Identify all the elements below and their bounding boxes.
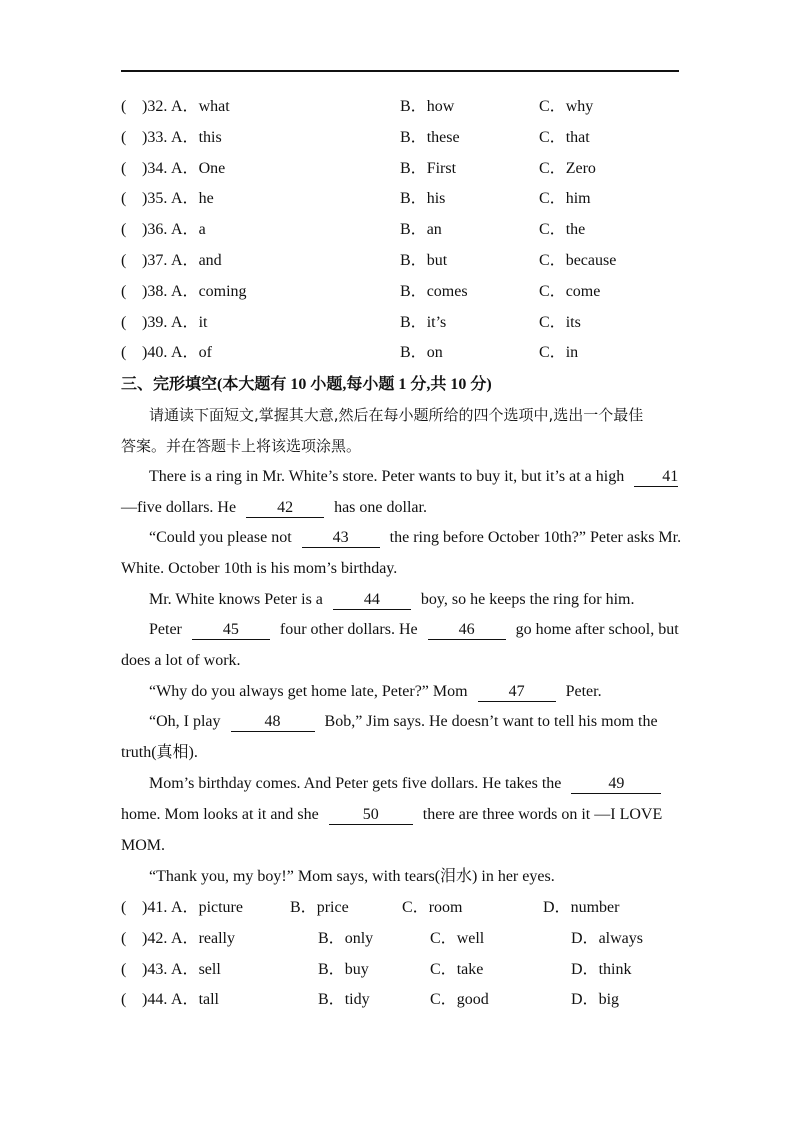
blank-48[interactable]: 48 xyxy=(231,713,315,732)
passage-text: boy, so he keeps the ring for him. xyxy=(420,591,635,608)
option-c-text: why xyxy=(565,98,594,115)
option-a-text: what xyxy=(198,98,230,115)
option-c[interactable]: C．that xyxy=(539,128,590,146)
question-number-text: 39 xyxy=(147,313,164,331)
passage-line: does a lot of work. xyxy=(121,652,241,669)
option-b-text: price xyxy=(316,899,349,916)
option-b[interactable]: B．price xyxy=(290,899,349,916)
option-c[interactable]: C．well xyxy=(430,929,485,947)
option-c-text: its xyxy=(565,313,581,331)
answer-bracket[interactable]: ( xyxy=(121,282,143,300)
passage-text: Peter xyxy=(149,621,182,638)
passage-text: go home after school, but xyxy=(515,621,679,638)
option-b-text: on xyxy=(426,344,443,362)
option-a-text: sell xyxy=(198,960,221,978)
passage-text: there are three words on it —I LOVE xyxy=(422,806,663,823)
option-b[interactable]: B．buy xyxy=(318,960,369,978)
option-a-text: this xyxy=(198,128,222,146)
option-b-text: but xyxy=(426,252,448,269)
option-d[interactable]: D．think xyxy=(571,960,632,978)
option-d-text: think xyxy=(598,960,632,978)
passage-line xyxy=(149,619,679,641)
option-a-text: it xyxy=(198,313,208,331)
question-number: )41. xyxy=(142,899,168,916)
passage-line xyxy=(149,527,682,549)
passage-text: “Oh, I play xyxy=(149,713,221,730)
option-c-text: the xyxy=(565,221,586,239)
option-c[interactable]: C．in xyxy=(539,344,579,362)
passage-text: Bob,” Jim says. He doesn’t want to tell his mom the xyxy=(324,713,658,730)
option-b-text: First xyxy=(426,159,457,177)
option-a[interactable]: A．he xyxy=(171,190,214,208)
option-d[interactable]: D．big xyxy=(571,991,620,1009)
option-b[interactable]: B．on xyxy=(400,344,443,362)
option-b[interactable]: B．First xyxy=(400,159,457,177)
answer-bracket[interactable]: ( xyxy=(121,929,143,947)
question-number-text: 43 xyxy=(147,960,164,978)
question-number: )38. xyxy=(142,282,168,300)
question-number: )34. xyxy=(142,159,168,177)
option-b-text: comes xyxy=(426,282,468,300)
option-a[interactable]: A．really xyxy=(171,929,235,947)
option-b-text: how xyxy=(426,98,455,115)
option-b-text: tidy xyxy=(344,991,370,1009)
question-number: )35. xyxy=(142,190,168,208)
passage-text: home. Mom looks at it and she xyxy=(121,806,319,823)
option-c[interactable]: C．come xyxy=(539,282,601,300)
option-b[interactable]: B．only xyxy=(318,929,374,947)
option-c[interactable]: C．room xyxy=(402,899,463,916)
passage-line: “Thank you, my boy!” Mom says, with tears(泪水) in her eyes. xyxy=(149,868,555,885)
passage-text: the ring before October 10th?” Peter asks Mr. xyxy=(389,529,682,546)
passage-text: has one dollar. xyxy=(334,499,427,516)
passage-line: White. October 10th is his mom’s birthday. xyxy=(121,560,398,577)
passage-text: four other dollars. He xyxy=(279,621,418,638)
option-b-text: it’s xyxy=(426,313,447,331)
instruction-line-2: 答案。并在答题卡上将该选项涂黑。 xyxy=(121,437,362,455)
answer-bracket[interactable]: ( xyxy=(121,313,143,331)
option-b-text: an xyxy=(426,221,442,239)
option-b[interactable]: B．tidy xyxy=(318,991,370,1009)
question-number-text: 32 xyxy=(147,98,164,115)
question-number-text: 36 xyxy=(147,221,164,239)
option-a[interactable]: A．tall xyxy=(171,991,219,1009)
blank-50[interactable]: 50 xyxy=(329,806,413,825)
option-a[interactable]: A．and xyxy=(171,252,222,269)
answer-bracket[interactable]: ( xyxy=(121,98,143,115)
passage-line xyxy=(149,466,679,488)
passage-line xyxy=(149,589,679,611)
option-a-text: he xyxy=(198,190,214,208)
question-number-text: 42 xyxy=(147,929,164,947)
option-d-text: number xyxy=(570,899,620,916)
question-number: )37. xyxy=(142,252,168,269)
question-number: )43. xyxy=(142,960,168,978)
option-a-text: One xyxy=(198,159,226,177)
option-c[interactable]: C．the xyxy=(539,221,586,239)
option-b[interactable]: B．comes xyxy=(400,282,468,300)
option-b[interactable]: B．it’s xyxy=(400,313,447,331)
option-b[interactable]: B．his xyxy=(400,190,446,208)
option-c-text: well xyxy=(456,929,485,947)
question-number: )36. xyxy=(142,221,168,239)
blank-41[interactable]: 41 xyxy=(634,468,678,487)
option-a-text: picture xyxy=(198,899,243,916)
option-a[interactable]: A．what xyxy=(171,98,230,115)
answer-bracket[interactable]: ( xyxy=(121,159,143,177)
passage-text: “Could you please not xyxy=(149,529,292,546)
option-c-text: come xyxy=(565,282,601,300)
option-b-text: his xyxy=(426,190,446,208)
answer-bracket[interactable]: ( xyxy=(121,190,143,208)
option-b-text: buy xyxy=(344,960,369,978)
question-number-text: 35 xyxy=(147,190,164,208)
option-c-text: take xyxy=(456,960,484,978)
passage-line xyxy=(121,804,679,826)
option-c-text: him xyxy=(565,190,591,208)
passage-line xyxy=(149,773,679,795)
question-number-text: 33 xyxy=(147,128,164,146)
option-a[interactable]: A．this xyxy=(171,128,222,146)
option-d[interactable]: D．always xyxy=(571,929,643,947)
option-b[interactable]: B．but xyxy=(400,252,448,269)
option-c-text: in xyxy=(565,344,579,362)
option-a-text: a xyxy=(198,221,206,239)
passage-text: —five dollars. He xyxy=(121,499,237,516)
passage-text: Mom’s birthday comes. And Peter gets five dollars. He takes the xyxy=(149,775,562,792)
passage-text: “Why do you always get home late, Peter?” Mom xyxy=(149,683,468,700)
blank-49[interactable]: 49 xyxy=(571,775,661,794)
option-a[interactable]: A．picture xyxy=(171,899,243,916)
option-a-text: really xyxy=(198,929,235,947)
blank-44[interactable]: 44 xyxy=(333,591,411,610)
answer-bracket[interactable]: ( xyxy=(121,128,143,146)
option-d-text: always xyxy=(598,929,643,947)
header-rule xyxy=(121,70,679,72)
question-number-text: 44 xyxy=(147,991,164,1009)
passage-text: There is a ring in Mr. White’s store. Peter wants to buy it, but it’s at a high xyxy=(149,468,625,485)
option-a-text: and xyxy=(198,252,222,269)
option-b-text: these xyxy=(426,128,460,146)
question-number-text: 41 xyxy=(147,899,164,916)
option-a-text: of xyxy=(198,344,212,362)
question-number-text: 40 xyxy=(147,344,164,362)
question-number: )44. xyxy=(142,991,168,1009)
option-a[interactable]: A．a xyxy=(171,221,206,239)
question-number: )40. xyxy=(142,344,168,362)
option-a[interactable]: A．One xyxy=(171,159,226,177)
passage-line: truth(真相). xyxy=(121,744,198,761)
answer-bracket[interactable]: ( xyxy=(121,899,143,916)
answer-bracket[interactable]: ( xyxy=(121,960,143,978)
blank-46[interactable]: 46 xyxy=(428,621,506,640)
passage-line xyxy=(121,497,679,519)
passage-line xyxy=(149,711,679,733)
option-c-text: room xyxy=(428,899,463,916)
option-d-text: big xyxy=(598,991,620,1009)
option-c-text: good xyxy=(456,991,489,1009)
option-c[interactable]: C．him xyxy=(539,190,591,208)
question-number: )39. xyxy=(142,313,168,331)
passage-line xyxy=(149,681,679,703)
question-number: )33. xyxy=(142,128,168,146)
passage-text: Mr. White knows Peter is a xyxy=(149,591,323,608)
question-number: )42. xyxy=(142,929,168,947)
option-c[interactable]: C．why xyxy=(539,98,594,115)
option-c-text: Zero xyxy=(565,159,596,177)
question-number: )32. xyxy=(142,98,168,115)
option-a[interactable]: A．sell xyxy=(171,960,221,978)
option-c[interactable]: C．take xyxy=(430,960,484,978)
answer-bracket[interactable]: ( xyxy=(121,221,143,239)
option-a[interactable]: A．coming xyxy=(171,282,247,300)
option-a-text: coming xyxy=(198,282,247,300)
option-c[interactable]: C．its xyxy=(539,313,581,331)
option-b[interactable]: B．an xyxy=(400,221,442,239)
option-b[interactable]: B．how xyxy=(400,98,455,115)
option-a-text: tall xyxy=(198,991,219,1009)
answer-bracket[interactable]: ( xyxy=(121,252,143,269)
blank-43[interactable]: 43 xyxy=(302,529,380,548)
question-number-text: 38 xyxy=(147,282,164,300)
option-c[interactable]: C．because xyxy=(539,252,617,269)
option-c[interactable]: C．Zero xyxy=(539,159,596,177)
passage-line: MOM. xyxy=(121,837,166,854)
option-c-text: because xyxy=(565,252,617,269)
instruction-line-1: 请通读下面短文,掌握其大意,然后在每小题所给的四个选项中,选出一个最佳 xyxy=(149,406,644,424)
blank-47[interactable]: 47 xyxy=(478,683,556,702)
answer-bracket[interactable]: ( xyxy=(121,344,143,362)
question-number-text: 37 xyxy=(147,252,164,269)
option-c[interactable]: C．good xyxy=(430,991,489,1009)
option-d[interactable]: D．number xyxy=(543,899,620,916)
option-b[interactable]: B．these xyxy=(400,128,460,146)
question-number-text: 34 xyxy=(147,159,164,177)
option-a[interactable]: A．it xyxy=(171,313,208,331)
blank-42[interactable]: 42 xyxy=(246,499,324,518)
passage-text: Peter. xyxy=(565,683,602,700)
option-b-text: only xyxy=(344,929,374,947)
answer-bracket[interactable]: ( xyxy=(121,991,143,1009)
section-heading: 三、完形填空(本大题有 10 小题,每小题 1 分,共 10 分) xyxy=(121,376,492,393)
blank-45[interactable]: 45 xyxy=(192,621,270,640)
option-c-text: that xyxy=(565,128,590,146)
option-a[interactable]: A．of xyxy=(171,344,212,362)
